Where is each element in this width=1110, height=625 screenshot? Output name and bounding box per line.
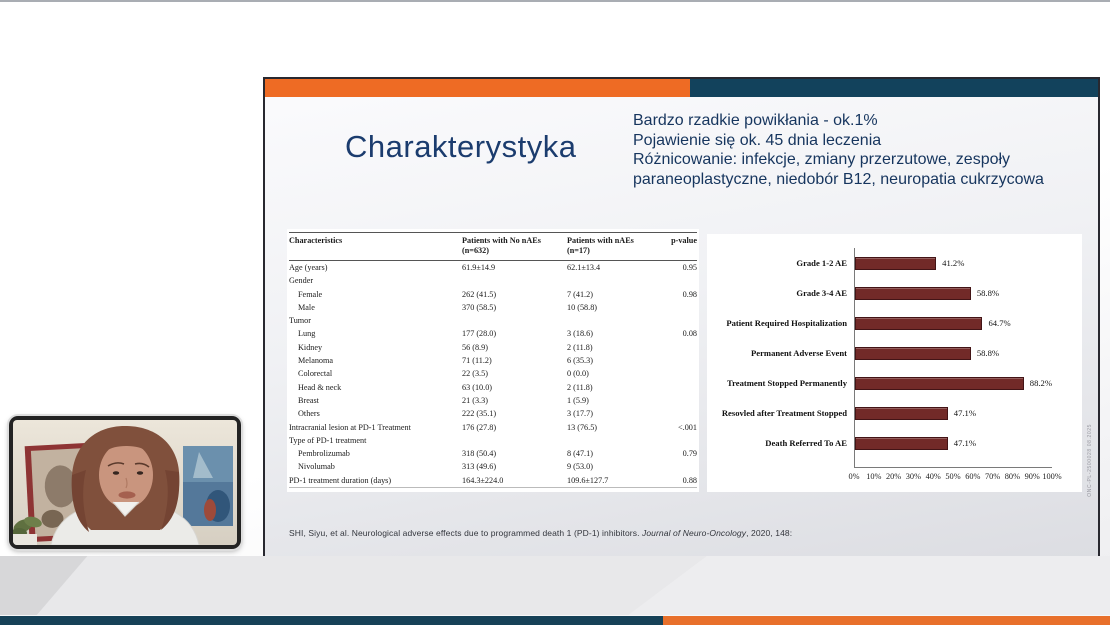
bar — [855, 347, 971, 360]
table-cell: 313 (49.6) — [462, 462, 497, 472]
right-painting — [183, 446, 233, 526]
slide-title: Charakterystyka — [345, 129, 577, 164]
table-cell: 0 (0.0) — [567, 369, 589, 379]
table-cell: Head & neck — [298, 382, 342, 392]
table-row — [289, 460, 697, 473]
table-cell: 13 (76.5) — [567, 422, 598, 432]
table-cell: Gender — [289, 276, 314, 286]
table-cell — [659, 274, 697, 287]
table-cell: Nivolumab — [298, 462, 335, 472]
chart-category-label: Permanent Adverse Event — [751, 348, 847, 358]
x-tick-label: 30% — [905, 472, 921, 481]
citation-suffix: , 2020, 148: — [746, 528, 793, 538]
table-cell: 0.95 — [682, 263, 697, 272]
decorative-wedge-right — [550, 556, 1110, 615]
bottom-background-band — [0, 556, 1110, 615]
chart-row — [707, 278, 1076, 308]
table-row — [289, 381, 697, 394]
slide-note-line: Różnicowanie: infekcje, zmiany przerzutowe, zespoły — [633, 151, 1011, 168]
table-row — [289, 447, 697, 460]
table-cell: 1 (5.9) — [567, 395, 589, 405]
table-cell — [659, 381, 697, 394]
slide-note-line: paraneoplastyczne, niedobór B12, neuropatia cukrzycowa — [633, 170, 1044, 188]
bar — [855, 407, 948, 420]
bar — [855, 377, 1024, 390]
table-cell — [567, 434, 659, 447]
bar-value-label: 47.1% — [953, 408, 976, 418]
table-row — [289, 301, 697, 314]
table-cell: PD-1 treatment duration (days) — [289, 475, 392, 485]
table-cell — [567, 274, 659, 287]
table-cell: Type of PD-1 treatment — [289, 435, 367, 445]
table-cell: 318 (50.4) — [462, 449, 497, 459]
table-cell: 0.88 — [682, 475, 697, 485]
chart-category-label: Grade 3-4 AE — [796, 288, 847, 298]
slide-notes — [633, 111, 1088, 189]
table-cell: 262 (41.5) — [462, 289, 497, 299]
table-cell: 2 (11.8) — [567, 382, 593, 392]
table-header-cell: Characteristics — [289, 233, 462, 261]
left-eye — [113, 471, 119, 474]
citation-text — [289, 528, 792, 538]
table-row — [289, 474, 697, 488]
bar — [855, 437, 948, 450]
table-cell: Age (years) — [289, 263, 328, 272]
table-cell: 0.98 — [682, 289, 697, 299]
chart-rows — [707, 248, 1076, 458]
table-cell: 7 (41.2) — [567, 289, 593, 299]
chart-x-axis-ticks — [848, 472, 1062, 484]
chart-plot-cell — [855, 317, 1052, 330]
chart-category-label: Death Referred To AE — [765, 438, 847, 448]
table-cell: 22 (3.5) — [462, 369, 488, 379]
table-cell: Breast — [298, 395, 319, 405]
table-cell: <.001 — [678, 422, 697, 432]
table-cell — [462, 314, 567, 327]
table-header-cell: Patients with nAEs (n=17) — [567, 233, 659, 261]
citation-prefix: SHI, Siyu, et al. Neurological adverse effects due to programmed death 1 (PD-1) inhibitors. — [289, 528, 642, 538]
bar-value-label: 47.1% — [953, 438, 976, 448]
table-cell: 56 (8.9) — [462, 342, 488, 352]
table-cell — [567, 314, 659, 327]
table-cell — [659, 367, 697, 380]
slide-top-bar-orange — [265, 79, 690, 97]
x-tick-label: 20% — [885, 472, 902, 481]
chart-row — [707, 248, 1076, 278]
table-row — [289, 407, 697, 420]
x-tick-label: 0% — [848, 472, 860, 481]
table-cell: 0.08 — [682, 329, 697, 339]
table-cell: 8 (47.1) — [567, 449, 593, 459]
table-cell — [659, 314, 697, 327]
table-cell: Colorectal — [298, 369, 333, 379]
table-cell: 3 (17.7) — [567, 409, 593, 419]
x-tick-label: 40% — [925, 472, 941, 481]
table-cell — [659, 394, 697, 407]
x-tick-label: 50% — [945, 472, 961, 481]
slide-note-line: Bardzo rzadkie powikłania - ok.1% — [633, 112, 878, 129]
x-tick-label: 80% — [1004, 472, 1020, 481]
chart-row — [707, 308, 1076, 338]
table-cell: 21 (3.3) — [462, 395, 488, 405]
table-row — [289, 327, 697, 340]
table-cell: Male — [298, 302, 315, 312]
table-cell — [659, 407, 697, 420]
presentation-slide — [263, 77, 1100, 559]
x-tick-label: 90% — [1024, 472, 1040, 481]
table-cell: 6 (35.3) — [567, 356, 593, 366]
characteristics-table — [289, 232, 697, 488]
table-cell: Female — [298, 289, 323, 299]
chart-plot-cell — [855, 347, 1052, 360]
table-row — [289, 274, 697, 287]
watermark-code: ONC-PL-2500028 08.2025 — [1087, 424, 1093, 497]
bar-value-label: 88.2% — [1029, 378, 1052, 388]
table-cell: Intracranial lesion at PD-1 Treatment — [289, 422, 411, 432]
slide-top-bar-navy — [690, 79, 1098, 97]
table-cell: Melanoma — [298, 356, 334, 366]
right-eye — [137, 471, 143, 474]
char-table-body — [289, 261, 697, 488]
table-header-cell: p-value — [659, 233, 697, 261]
table-row — [289, 261, 697, 275]
slide-top-bar — [265, 79, 1098, 97]
table-cell: 62.1±13.4 — [567, 263, 601, 272]
webcam-video-tile — [9, 416, 241, 549]
chart-plot-cell — [855, 257, 1052, 270]
table-cell: 2 (11.8) — [567, 342, 593, 352]
chart-category-label: Treatment Stopped Permanently — [727, 378, 847, 388]
chart-category-label: Resovled after Treatment Stopped — [721, 408, 847, 418]
table-row — [289, 354, 697, 367]
table-header-cell: Patients with No nAEs (n=632) — [462, 233, 567, 261]
table-cell: 176 (27.8) — [462, 422, 497, 432]
chart-plot-cell — [855, 437, 1052, 450]
table-cell — [462, 434, 567, 447]
x-tick-label: 60% — [965, 472, 981, 481]
chart-row — [707, 338, 1076, 368]
table-cell: 177 (28.0) — [462, 329, 497, 339]
characteristics-table-panel — [287, 229, 699, 492]
bar-value-label: 58.8% — [976, 288, 1000, 298]
table-cell: 63 (10.0) — [462, 382, 493, 392]
table-cell: 3 (18.6) — [567, 329, 593, 339]
table-row — [289, 341, 697, 354]
screen-top-border — [0, 0, 1110, 2]
chart-category-label: Grade 1-2 AE — [796, 258, 847, 268]
table-cell: Kidney — [298, 342, 323, 352]
table-cell: Pembrolizumab — [298, 449, 350, 459]
table-cell: Lung — [298, 329, 316, 339]
chart-category-label: Patient Required Hospitalization — [726, 318, 847, 328]
bar-value-label: 58.8% — [976, 348, 1000, 358]
adverse-events-chart — [707, 234, 1082, 492]
table-cell: 370 (58.5) — [462, 302, 497, 312]
x-tick-label: 70% — [984, 472, 1001, 481]
table-cell: 164.3±224.0 — [462, 475, 504, 485]
table-cell: 9 (53.0) — [567, 462, 593, 472]
table-cell: 222 (35.1) — [462, 409, 497, 419]
slide-note-line: Pojawienie się ok. 45 dnia leczenia — [633, 131, 882, 149]
bar-value-label: 64.7% — [988, 318, 1011, 328]
webcam-scene — [13, 420, 237, 545]
table-cell: 61.9±14.9 — [462, 263, 496, 272]
table-cell: 109.6±127.7 — [567, 475, 609, 485]
decorative-wedge-left — [0, 556, 230, 615]
bar — [855, 287, 971, 300]
table-cell: Others — [298, 409, 320, 419]
table-row — [289, 434, 697, 447]
bar — [855, 317, 982, 330]
chart-row — [707, 428, 1076, 458]
x-tick-label: 10% — [866, 472, 882, 481]
table-cell — [659, 301, 697, 314]
table-cell — [659, 354, 697, 367]
x-tick-label: 100% — [1042, 472, 1062, 481]
table-cell — [462, 274, 567, 287]
table-row — [289, 288, 697, 301]
table-cell: 0.79 — [682, 449, 697, 459]
chart-row — [707, 368, 1076, 398]
table-row — [289, 421, 697, 434]
table-row — [289, 367, 697, 380]
table-row — [289, 314, 697, 327]
table-row — [289, 394, 697, 407]
chart-row — [707, 398, 1076, 428]
table-cell — [659, 434, 697, 447]
char-table-header-row — [289, 233, 697, 261]
chart-plot-cell — [855, 287, 1052, 300]
chart-plot-cell — [855, 407, 1052, 420]
table-cell — [659, 460, 697, 473]
bar — [855, 257, 936, 270]
chart-plot-cell — [855, 377, 1052, 390]
table-cell: Tumor — [289, 316, 311, 326]
lips — [119, 491, 136, 498]
bar-value-label: 41.2% — [942, 258, 965, 268]
table-cell: 10 (58.8) — [567, 302, 598, 312]
table-cell — [659, 341, 697, 354]
citation-journal: Journal of Neuro-Oncology — [642, 528, 747, 538]
table-cell: 71 (11.2) — [462, 356, 492, 366]
